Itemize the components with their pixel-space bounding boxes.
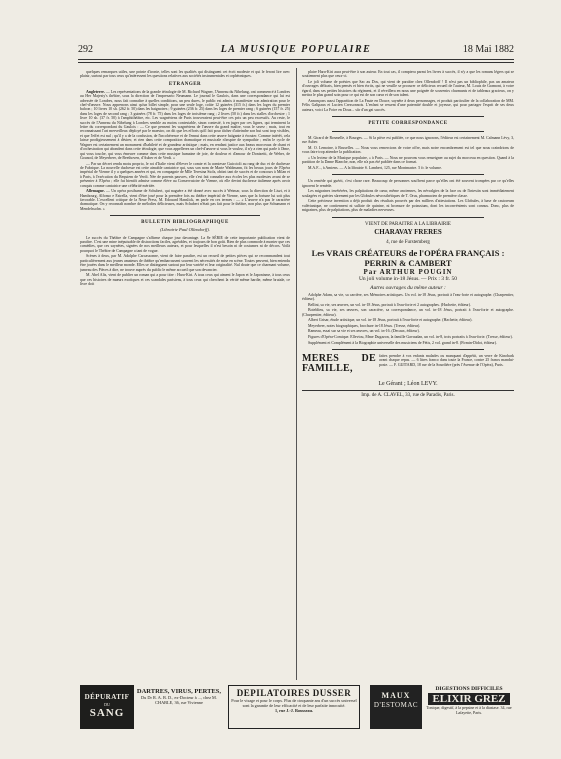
bulletin-paragraph-3: M. Abel Alis, vient de publier un roman qui a pour titre : Hara-Kiri. A tous ceux qui aiment le Japon et le Japonisme, à tous ceux que ces histoires de mœurs exotiques et ces scandales parisiens, à tous ceux qui cherchent la vérité même hardie, même brutale, ce livre doit	[80, 273, 290, 286]
work-item: Boieldieu, sa vie, ses œuvres, son caractère, sa correspondance, un vol. in-18 Jésus, portrait à l'eau-forte et autographe. (Charpentier, éditeur).	[302, 308, 514, 317]
correspondance-2: M. O. Lemoine, à Bruxelles. — Nous vous remercions de votre offre, mais notre encombrement est tel que nous craindrions de vous faire trop attendre la publication.	[302, 146, 514, 155]
advert-depilatoires-title: DEPILATOIRES DUSSER	[236, 688, 352, 698]
ad-other-works: Autres ouvrages du même auteur :	[370, 284, 446, 291]
angleterre-text: — Les représentations de la grande tétralogie de M. Richard Wagner, l'Anneau du Nibelung, ont commencé à Londres au Her Majesty's théâtre, sous la direction de l'impresario Neumann. Le journal le Gaulois, dans une correspondance qui lui est adressée de Londres, nous fait connaître à quelles conditions, un peu dures, le public est admis à manifester son admiration pour le chef-d'œuvre. Nous apprenons ainsi qu'un billet simple, pour une seule loge, coûte 12 guinées (315 fr.) dans les loges du premier balcon ; 10 livres 10 sh. (262 fr. 50) dans les baignoires ; 9 guinées (236 fr. 25) dans les loges de premier rang ; 6 guinées (157 fr. 25) dans les loges de second rang ; 3 guinées (78 fr. 75) dans les loges de troisième rang ; 2 livres (50 fr.) dans les stalles d'orchestre ; 1 livre 10 sh. (37 fr. 50) à l'amphithéâtre, etc. Les wagnériens de Paris trouveraient peut-être ces prix un peu excessifs. Au reste, le succès de l'Anneau du Nibelung à Londres semble au moins contestable, sinon contesté, à en juger par ces lignes, qui terminent la lettre du correspondant du Gaulois : — Ce que pensent les wagnériens de l'œuvre du grand maître, vous le savez ; mais, tout en reconnaissant l'art merveilleux déployé par le maestro, on dit que les efforts qu'il fait pour tâcher d'atteindre son but sont trop visibles, et que l'effet est nul ; qu'il y a de la confusion, de l'incohérence et de l'ennui dans cette œuvre fatigante à écouter. Comme intérêt, cela laisse prodigieusement à désirer, et rien dans cette composition dramatique et musicale n'inspire de sympathie ; enfin le cycle de Wagner est certainement un monument d'habileté et de grandeur artistique ; mais, en rendant justice aux beaux morceaux de chant et d'orchestration qui abondent dans cette tétralogie, que vous appellerez un chef-d'œuvre si vous le voulez, il n'y a rien qui parle à l'âme, qui vous touche, qui vous émeuve comme dans cette musique humaine de joie, de douleur et d'amour de Donizetti, de Weber, de Gounod, de Meyerbeer, de Beethoven, d'Auber et de Verdi. »	[80, 89, 290, 160]
advert-depuratif-line3: SANG	[89, 707, 125, 719]
section-divider	[332, 174, 484, 175]
advert-elixir-text: Tonique, digestif, à la pepsine et à la diastase. 34, rue Lafayette, Paris.	[426, 705, 512, 715]
advert-globules-2: Les migraines invétérées, les palpitations de cœur, même anciennes, les névralgies de la face ou de l'intestin sont immédiatement soulagées et guéries sûrement par les Globules névrosthétiques de T. Orus, pharmacien de première classe.	[302, 189, 514, 198]
section-divider	[110, 215, 260, 216]
advert-maux-line2: D'ESTOMAC	[373, 701, 419, 709]
ad-address: 4, rue de Furstemberg	[386, 239, 430, 245]
page-header	[78, 44, 514, 58]
allemagne-paragraph	[80, 189, 290, 211]
page-number: 292	[78, 44, 93, 55]
section-divider	[302, 390, 514, 391]
issue-date: 18 Mai 1882	[462, 44, 514, 55]
correspondance-1: M. Girard de Rosmelle, à Bourges. — Si la pièce est publiée, ce que nous ignorons, l'éditeur est certainement M. Calmann Lévy, 3, rue Auber.	[302, 136, 514, 145]
advert-globules-1: Un remède qui guérit, c'est chose rare. Beaucoup de personnes souffrent parce qu'elles ont été souvent trompées par ce qu'elles ignorent le remède.	[302, 179, 514, 188]
right-paragraph-2: Le joli volume de poésies que Sac au Dos, qui vient de paraître chez Ollendorff ! Il n'est pas un bibliophile, pas un amateur d'ouvrages délicats, bien pensés et bien écrits, qui ne veuille se procurer ce délicieux recueil de l'auteur, M. Louis de Gramont, à votre égard, dans ses petites histoires du régiment, et il réveillera en nous une poignée de souvenirs charmants et de tableaux gracieux, on y mettra le plus grand soin pour ce qui est de son cœur et de son talent.	[302, 80, 514, 98]
right-paragraph-1: plaire Hara-Kiri aura peut-être à son auteur. En tout cas, il comptera parmi les livres à succès, il n'y a que les romans légers qui se soutiennent plus que ceux-ci.	[302, 70, 514, 79]
bulletin-paragraph-1: Le succès du Théâtre de Campagne s'affirme chaque jour davantage. La 8e SÉRIE de cette importante publication vient de paraître. C'est une mine inépuisable de distractions faciles, agréables, et toujours de bon goût. Rien de plus commode à monter que ces comédies, que ces saynètes, signées de nos meilleurs auteurs, et pour lesquelles il n'est besoin ni de costumes ni de décors. Voilà pourquoi le Théâtre de Campagne a tant de vogue.	[80, 235, 290, 253]
section-title-bulletin: BULLETIN BIBLIOGRAPHIQUE	[141, 220, 229, 226]
left-column	[80, 70, 290, 680]
section-divider	[332, 217, 484, 218]
angleterre-paragraph	[80, 90, 290, 161]
advert-elixir-headline: DIGESTIONS DIFFICILES	[435, 686, 503, 692]
gerant-line: Le Gérant ; Léon LEVY.	[378, 381, 438, 388]
advert-depuratif-line2: DU	[104, 702, 110, 707]
advert-elixir	[424, 685, 514, 729]
work-item: Adolphe Adam, sa vie, sa carrière, ses Mémoires artistiques. Un vol. in-18 Jésus, portrait à l'eau-forte et autographe. (Charpentier, éditeur).	[302, 292, 514, 302]
journal-title: LA MUSIQUE POPULAIRE	[220, 44, 372, 55]
header-rule	[78, 59, 514, 60]
advert-depuratif-line1: DÉPURATIF	[84, 693, 130, 701]
section-divider	[332, 116, 484, 117]
advert-depilatoires	[228, 685, 360, 729]
meres-advert	[302, 354, 514, 374]
meres-title: MÈRES DE FAMILLE,	[302, 354, 376, 375]
printer-line: Imp. de A. CLAVEL, 33, rue de Paradis, Paris.	[361, 393, 455, 399]
advert-depilatoires-text: Pour le visage et pour le corps. Plus de cinquante ans d'un succès universel sont la garantie de leur efficacité et de leur parfaite innocuité.	[231, 698, 357, 708]
advert-dartres	[136, 685, 222, 729]
italy-paragraph: — Par un décret rendu motu proprio, le roi d'Italie vient d'élever le comte et la comtesse Guiccioli au rang de duc et de duchesse de Fabrique. La nouvelle duchesse est cette aimable cantatrice qui, sous son nom de Marie Waldmann, fit les beaux jours de l'Opéra impérial de Vienne il y a quelques années et qui, en compagnie de Mlle Teresina Stolz, obtint tant de succès et de concours à Milan et à Paris, à l'exécution du Requiem de Verdi. Née de parents pauvres, elle s'est fait connaître aux écoles les plus modestes avant de se présenter à l'Opéra ; elle fut bientôt admise comme élève au Conservatoire de Vienne, où elle devint duchesse italienne après avoir conquis comme cantatrice une célébrité méritée.	[80, 161, 290, 188]
ad-author: Par ARTHUR POUGIN	[363, 267, 453, 276]
bulletin-subtitle: (Librairie Paul Ollendorff).	[160, 227, 210, 233]
advert-dartres-title: DARTRES, VIRUS, PERTES,	[136, 688, 222, 695]
work-item: Bellini, sa vie, ses œuvres, un vol. in-18 Jésus, portrait à l'eau-forte et 2 autographes. (Hachette, éditeur).	[308, 302, 471, 307]
meres-text: faites prendre à vos enfants malades ou manquant d'appétit, un verre de Kinobark avant chaque repas. — 6 litres franco dans toute la France, contre 25 francs mandat-poste. — F. GUITARD, 18 rue de la Sourdière (près l'Avenue de l'Opéra), Paris.	[379, 354, 514, 367]
section-title-etranger: ETRANGER	[168, 81, 202, 87]
work-item: Supplément et Complément à la Biographie universelle des musiciens de Fétis, 2 vol. grand in-8. (Firmin-Didot, éditeur).	[308, 340, 497, 345]
work-item: Albert Grisar, étude artistique, un vol. in-18 Jésus, portrait à l'eau-forte et autographe. (Hachette, éditeur).	[308, 318, 473, 323]
work-item: Rameau, essai sur sa vie et ses œuvres, un vol. in-16. (Decaux, éditeur).	[308, 329, 420, 334]
work-item: Figures d'Opéra-Comique. Elleviou, Mme Dugazon, la famille Gavaudan, un vol. in-8, trois portraits à l'eau-forte. (Tresse, éditeur).	[308, 335, 513, 340]
advert-maux-line1: MAUX	[381, 691, 411, 700]
angleterre-label: Angleterre.	[86, 89, 105, 94]
ad-intro: VIENT DE PARAITRE A LA LIBRAIRIE	[365, 221, 451, 227]
advert-depuratif	[80, 685, 134, 729]
advert-globules-3: Cette précieuse invention a déjà produit des résultats prouvés par des milliers d'attestations. Les Globules, à base de castoreum valérianique, ne contiennent ni sulfate de quinine, ni bromure de potassium, dont les inconvénients sont connus. Donc, plus de migraines, plus de palpitations, plus de maladies nerveuses.	[302, 199, 514, 213]
correspondance-4: M.A.F..., à Amiens. — A la librairie S. Lambert, 125, rue Montmartre. 5 fr. le volume.	[308, 166, 442, 171]
right-paragraph-3: Annonçons aussi l'apparition de La Faute en Douce, saynète à deux personnages, et produit particulier de la collaboration de MM. Félix Galipaux et Lucien Cressonnois. L'enfant se ressent d'une paternité double et joyeuse, qui pour partager l'esprit de ses deux auteurs, voici La Foire en Doux... sûr d'un gai succès.	[302, 98, 514, 112]
ad-book-title: Les VRAIS CRÉATEURS de l'OPÉRA FRANÇAIS : PERRIN & CAMBERT	[311, 247, 505, 268]
right-column	[302, 70, 514, 680]
section-divider	[332, 131, 484, 132]
allemagne-label: Allemagne.	[86, 189, 105, 194]
advert-depilatoires-address: 1, rue J.-J. Rousseau.	[274, 708, 314, 713]
ad-publisher: CHARAVAY FRERES	[374, 227, 442, 236]
correspondance-3: « Un lecteur de la Musique populaire, » à Paris. — Nous ne pouvons vous renseigner au sujet du morceau en question. Quand à la partition de la Dame Blanche, non, elle n'a pas été publiée dans ce format.	[302, 156, 514, 165]
work-item: Meyerbeer, notes biographiques, brochure in-18 Jésus. (Tresse, éditeur).	[308, 323, 421, 328]
advert-maux-estomac	[370, 685, 422, 729]
allemagne-text: — Un opéra posthume de Schubert, qui naguère a été donné avec succès à Weimar, sous la direction de Liszt, et à Hambourg, Alfonso e Estrella, vient d'être joué pour la première fois au théâtre impérial de Vienne, sans que la fortune lui soit plus favorable. L'excellent critique de la Neue Press, M. Edouard Hanslick, en parle en ces termes : — « L'œuvre n'a pas le caractère dramatique. On y reconnaît nombre de mélodies délicieuses, mais Schubert n'était pas fait pour le théâtre, non plus que Schumann et Mendelssohn. »	[80, 189, 290, 211]
header-rule-2	[78, 62, 514, 63]
section-title-correspondance: PETITE CORRESPONDANCE	[368, 121, 448, 127]
advert-dartres-text: Du Dr R. A. B. D., ex-Docteur à ..., chez M. CHABLE, 36, rue Vivienne	[141, 695, 217, 705]
bulletin-paragraph-2: Scènes à deux, par M. Adolphe Carcassonne, vient de faire paraître, est un recueil de petites pièces qui se recommandent tout particulièrement aux jeunes amateurs de théâtre qu'embarrassent souvent les nécessités de mise en scène. Toutes peuvent, bien entendu être jouées dans le meilleur monde. Elles se distinguent surtout par leur variété et leur originalité. Nul doute que ce charmant volume, jumeau des Pièces à dire, ne trouve auprès du public le même accueil que son devancier.	[80, 254, 290, 272]
advert-elixir-title: ELIXIR GREZ	[428, 693, 510, 705]
column-separator	[296, 68, 297, 680]
ad-volume: Un joli volume in-18 Jésus. — Prix : 3 fr. 50	[358, 275, 458, 282]
intro-paragraph: quelques remarques utiles, une pointe d'ironie, telles sont les qualités qui distinguent cet écrit modeste et qui le feront lire avec plaisir, surtout par tous ceux qu'intéressent les questions relatives aux sociétés instrumentales et orphéoniques.	[80, 70, 290, 79]
section-divider	[332, 349, 484, 350]
bottom-advert-strip	[80, 685, 514, 729]
